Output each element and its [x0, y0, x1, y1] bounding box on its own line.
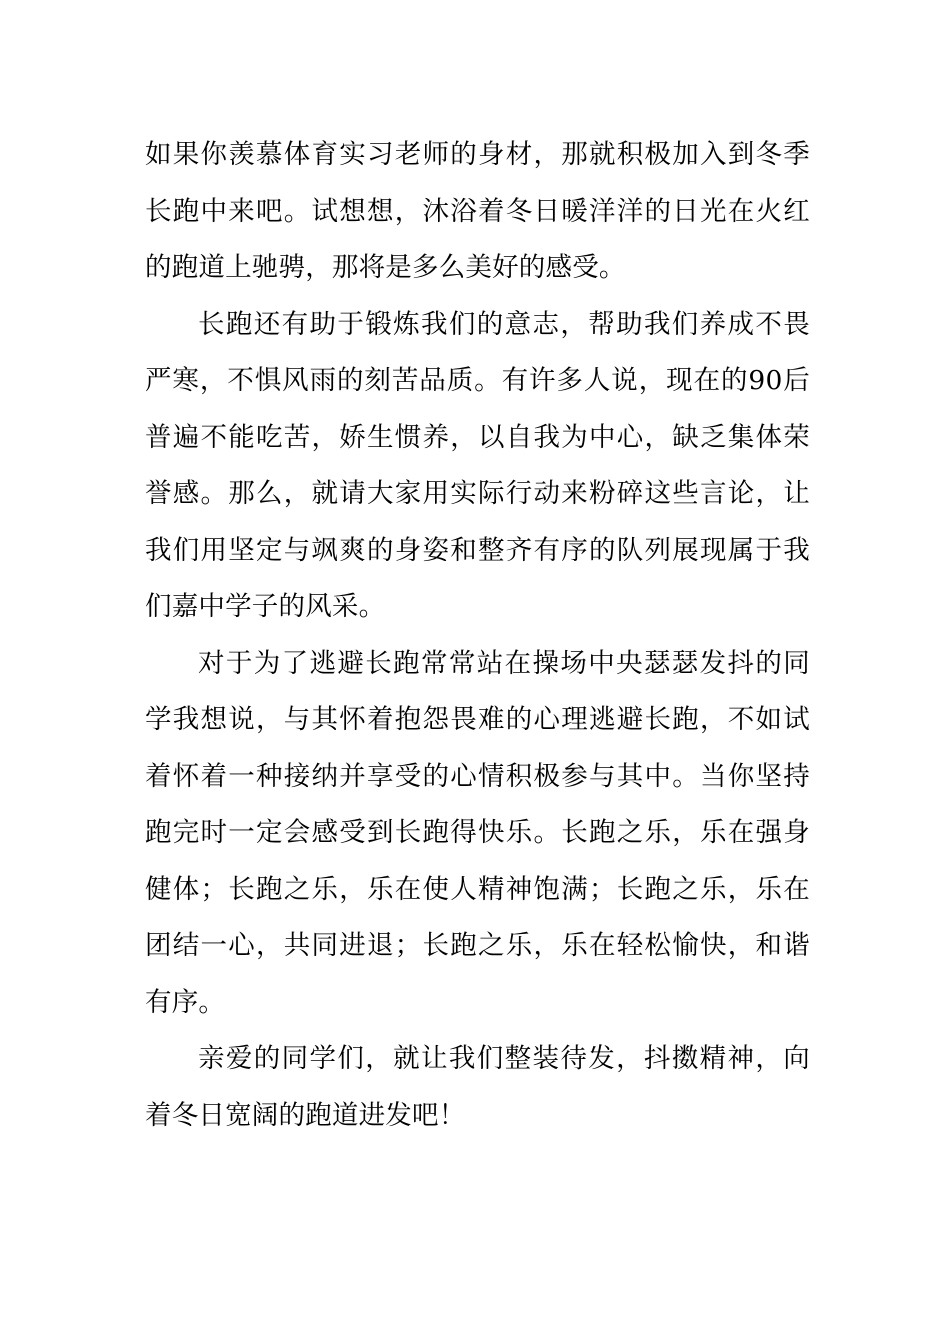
- paragraph-2: 长跑还有助于锻炼我们的意志，帮助我们养成不畏严寒，不惧风雨的刻苦品质。有许多人说，现在的90后普遍不能吃苦，娇生惯养，以自我为中心，缺乏集体荣誉感。那么，就请大家用实际行动来粉碎这些言论，让我们用坚定与飒爽的身姿和整齐有序的队列展现属于我们嘉中学子的风采。: [145, 308, 810, 622]
- document-body: [145, 127, 810, 1144]
- paragraph-1: 如果你羡慕体育实习老师的身材，那就积极加入到冬季长跑中来吧。试想想，沐浴着冬日暖洋洋的日光在火红的跑道上驰骋，那将是多么美好的感受。: [145, 139, 810, 283]
- paragraph-4: 亲爱的同学们，就让我们整装待发，抖擞精神，向着冬日宽阔的跑道进发吧！: [145, 1043, 810, 1131]
- paragraph-3: 对于为了逃避长跑常常站在操场中央瑟瑟发抖的同学我想说，与其怀着抱怨畏难的心理逃避长跑，不如试着怀着一种接纳并享受的心情积极参与其中。当你坚持跑完时一定会感受到长跑得快乐。长跑之乐，乐在强身健体；长跑之乐，乐在使人精神饱满；长跑之乐，乐在团结一心，共同进退；长跑之乐，乐在轻松愉快，和谐有序。: [145, 647, 810, 1018]
